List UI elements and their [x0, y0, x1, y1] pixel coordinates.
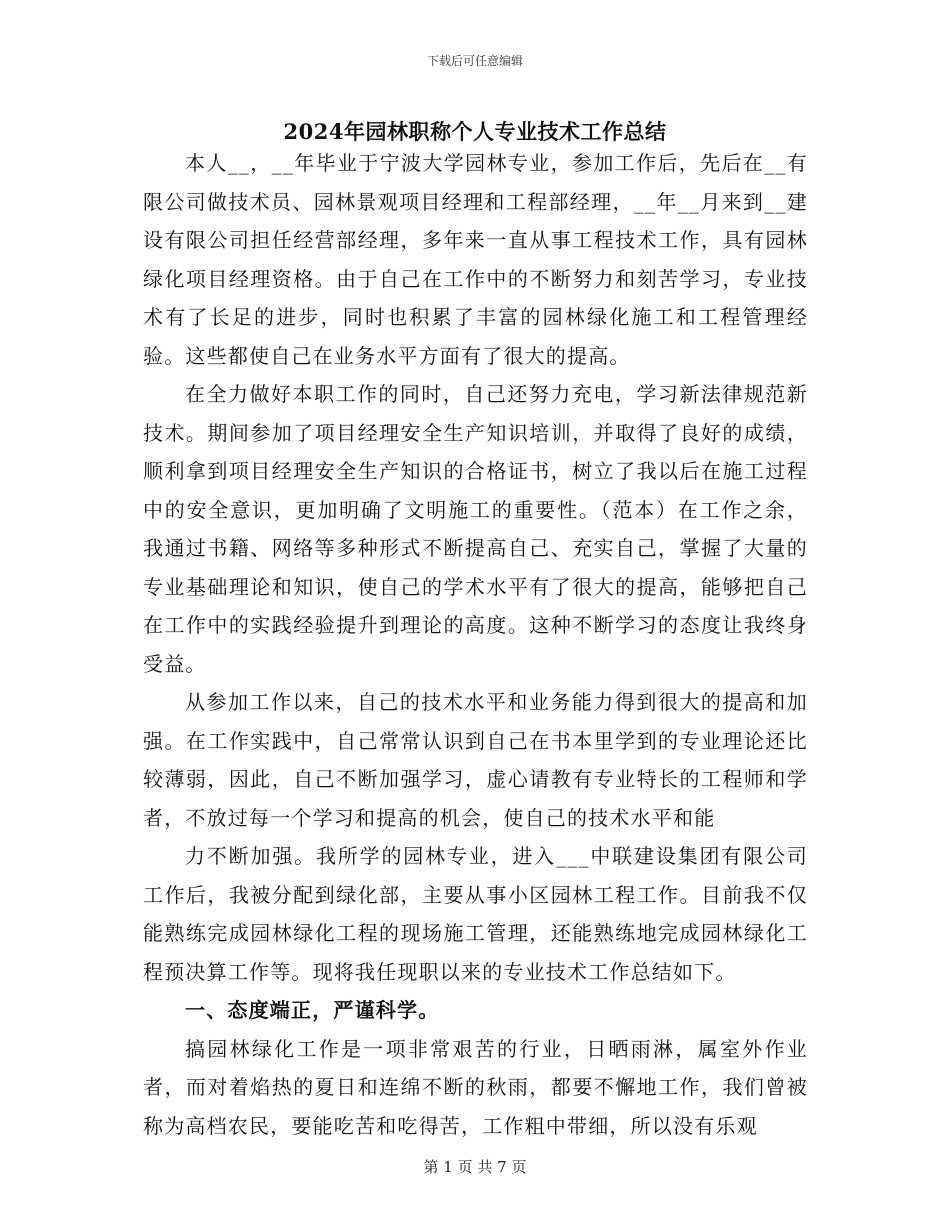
section-heading-1: 一、态度端正，严谨科学。	[185, 998, 440, 1022]
paragraph-2: 在全力做好本职工作的同时，自己还努力充电，学习新法律规范新技术。期间参加了项目经理安全生产知识培训，并取得了良好的成绩，顺利拿到项目经理安全生产知识的合格证书，树立了我以后在施工过程中的安全意识，更加明确了文明施工的重要性。（范本）在工作之余，我通过书籍、网络等多种形式不断提高自己、充实自己，掌握了大量的专业基础理论和知识，使自己的学术水平有了很大的提高，能够把自己在工作中的实践经验提升到理论的高度。这种不断学习的态度让我终身受益。	[143, 382, 808, 676]
document-body	[143, 144, 808, 1145]
paragraph-3: 从参加工作以来，自己的技术水平和业务能力得到很大的提高和加强。在工作实践中，自己常常认识到自己在书本里学到的专业理论还比较薄弱，因此，自己不断加强学习，虚心请教有专业特长的工程师和学者，不放过每一个学习和提高的机会，使自己的技术水平和能	[143, 690, 808, 830]
page-header-note: 下载后可任意编辑	[426, 54, 523, 68]
document-title: 2024年园林职称个人专业技术工作总结	[283, 119, 667, 144]
paragraph-4: 力不断加强。我所学的园林专业，进入___中联建设集团有限公司工作后，我被分配到绿化部，主要从事小区园林工程工作。目前我不仅能熟练完成园林绿化工程的现场施工管理，还能熟练地完成园林绿化工程预决算工作等。现将我任现职以来的专业技术工作总结如下。	[143, 844, 808, 984]
page-footer: 第 1 页 共 7 页	[423, 1158, 527, 1176]
paragraph-1: 本人__，__年毕业于宁波大学园林专业，参加工作后，先后在__有限公司做技术员、园林景观项目经理和工程部经理，__年__月来到__建设有限公司担任经营部经理，多年来一直从事工程技术工作，具有园林绿化项目经理资格。由于自己在工作中的不断努力和刻苦学习，专业技术有了长足的进步，同时也积累了丰富的园林绿化施工和工程管理经验。这些都使自己在业务水平方面有了很大的提高。	[143, 151, 808, 368]
paragraph-5: 搞园林绿化工作是一项非常艰苦的行业，日晒雨淋，属室外作业者，而对着焰热的夏日和连绵不断的秋雨，都要不懈地工作，我们曾被称为高档农民，要能吃苦和吃得苦，工作粗中带细，所以没有乐观	[143, 1036, 808, 1138]
